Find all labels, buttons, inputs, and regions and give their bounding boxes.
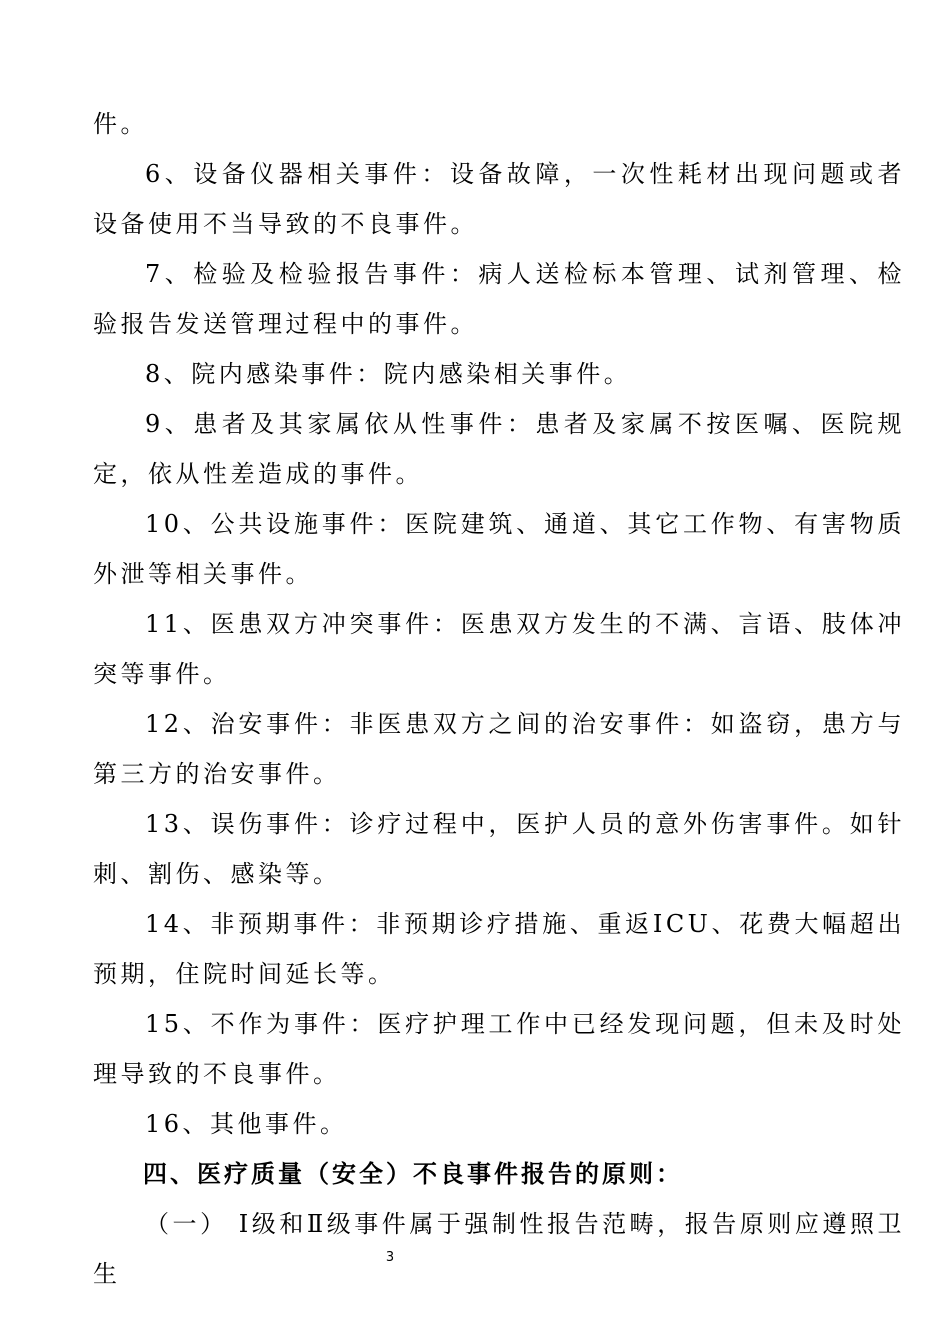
sub-paragraph-1: （一） Ⅰ级和Ⅱ级事件属于强制性报告范畴，报告原则应遵照卫生 <box>93 1210 905 1288</box>
paragraph-item-6: 6、设备仪器相关事件：设备故障，一次性耗材出现问题或者设备使用不当导致的不良事件。 <box>93 160 905 238</box>
page-number: 3 <box>385 1250 395 1265</box>
paragraph-continuation: 件。 <box>93 110 148 138</box>
paragraph-item-16: 16、其他事件。 <box>145 1110 348 1138</box>
paragraph-item-14: 14、非预期事件：非预期诊疗措施、重返ICU、花费大幅超出预期，住院时间延长等。 <box>93 910 905 988</box>
paragraph-item-8: 8、院内感染事件：院内感染相关事件。 <box>145 360 632 388</box>
paragraph-item-12: 12、治安事件：非医患双方之间的治安事件：如盗窃，患方与第三方的治安事件。 <box>93 710 905 788</box>
document-body <box>93 99 905 1299</box>
paragraph-item-7: 7、检验及检验报告事件：病人送检标本管理、试剂管理、检验报告发送管理过程中的事件。 <box>93 260 905 338</box>
section-heading: 四、医疗质量（安全）不良事件报告的原则： <box>143 1160 683 1188</box>
paragraph-item-9: 9、患者及其家属依从性事件：患者及家属不按医嘱、医院规定，依从性差造成的事件。 <box>93 410 905 488</box>
paragraph-item-10: 10、公共设施事件：医院建筑、通道、其它工作物、有害物质外泄等相关事件。 <box>93 510 905 588</box>
paragraph-item-11: 11、医患双方冲突事件：医患双方发生的不满、言语、肢体冲突等事件。 <box>93 610 905 688</box>
paragraph-item-13: 13、误伤事件：诊疗过程中，医护人员的意外伤害事件。如针刺、割伤、感染等。 <box>93 810 905 888</box>
paragraph-item-15: 15、不作为事件：医疗护理工作中已经发现问题，但未及时处理导致的不良事件。 <box>93 1010 905 1088</box>
